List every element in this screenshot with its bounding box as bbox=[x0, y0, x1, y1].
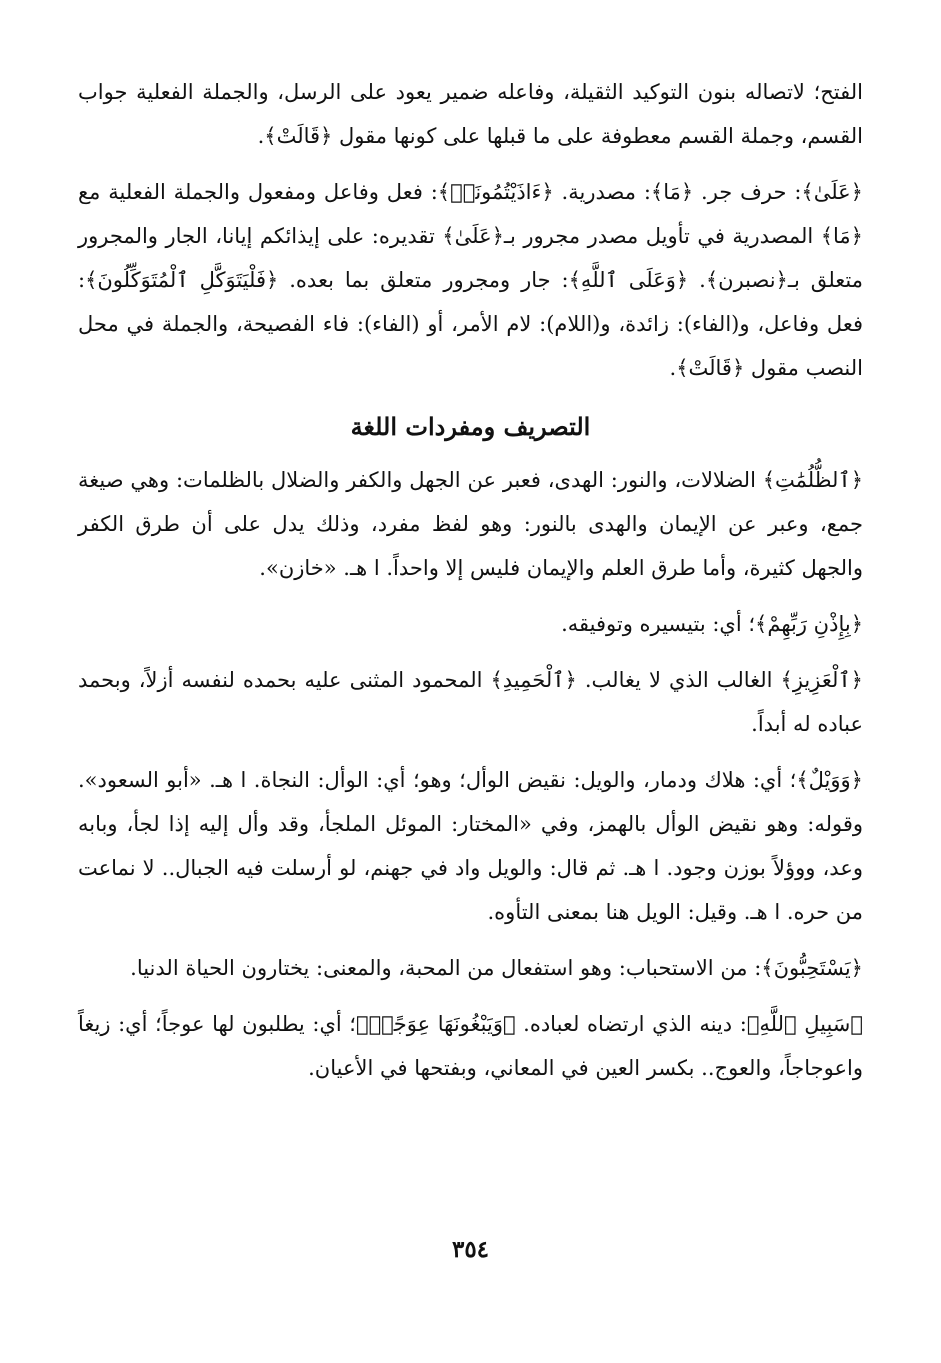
paragraph-yastahibbun: ﴿يَسْتَحِبُّونَ﴾: من الاستحباب: وهو استفعال من المحبة، والمعنى: يختارون الحياة الدنيا. bbox=[130, 956, 863, 980]
paragraph-bi-idhni: ﴿بِإِذْنِ رَبِّهِمْ﴾؛ أي: بتيسيره وتوفيقه. bbox=[561, 612, 863, 636]
page-number: ٣٥٤ bbox=[451, 1236, 490, 1263]
paragraph-wayl: ﴿وَوَيْلٌ﴾؛ أي: هلاك ودمار، والويل: نقيض الوأل؛ وهو؛ أي: الوأل: النجاة. ا هـ. «أبو السعود». وقوله: وهو نقيض الوأل بالهمز، وفي «المختار: الموئل الملجأ، وقد وأل إليه إذا لجأ، وبابه وعد، ووؤلاً بوزن وجود. ا هـ. ثم قال: والويل واد في جهنم، لو أرسلت فيه الجبال.. لا نماعت من حره. ا هـ. وقيل: الويل هنا بمعنى التأوه. bbox=[78, 768, 863, 924]
paragraph-aziz-hamid: ﴿ٱلْعَزِيزِ﴾ الغالب الذي لا يغالب. ﴿ٱلْحَمِيدِ﴾ المحمود المثنى عليه بحمده لنفسه أزلاً، وبحمد عباده له أبداً. bbox=[78, 668, 863, 736]
paragraph-grammar-1: الفتح؛ لاتصاله بنون التوكيد الثقيلة، وفاعله ضمير يعود على الرسل، والجملة الفعلية جواب القسم، وجملة القسم معطوفة على ما قبلها على كونها مقول ﴿قَالَتْ﴾. bbox=[78, 80, 863, 148]
paragraph-zulumat: ﴿ٱلظُّلُمَٰتِ﴾ الضلالات، والنور: الهدى، فعبر عن الجهل والكفر والضلال بالظلمات: وهي صيغة جمع، وعبر عن الإيمان والهدى بالنور: وهو لفظ مفرد، وذلك يدل على أن طرق الكفر والجهل كثيرة، وأما طرق العلم والإيمان فليس إلا واحداً. ا هـ. «خازن». bbox=[78, 468, 863, 580]
section-heading: التصريف ومفردات اللغة bbox=[350, 412, 591, 441]
paragraph-sabil: ﴿سَبِيلِ ٱللَّهِ﴾: دينه الذي ارتضاه لعباده. ﴿وَيَبْغُونَهَا عِوَجًاۚ﴾؛ أي: يطلبون لها عوجاً؛ أي: زيغاً واعوجاجاً، والعوج.. بكسر العين في المعاني، وبفتحها في الأعيان. bbox=[78, 1012, 863, 1080]
paragraph-grammar-2: ﴿عَلَىٰ﴾: حرف جر. ﴿مَا﴾: مصدرية. ﴿ءَاذَيْتُمُونَاۚ﴾: فعل وفاعل ومفعول والجملة الفعلية مع ﴿مَا﴾ المصدرية في تأويل مصدر مجرور بـ﴿عَلَىٰ﴾ تقديره: على إيذائكم إيانا، الجار والمجرور متعلق بـ﴿نصبرن﴾. ﴿وَعَلَى ٱللَّهِ﴾: جار ومجرور متعلق بما بعده. ﴿فَلْيَتَوَكَّلِ ٱلْمُتَوَكِّلُونَ﴾: فعل وفاعل، و(الفاء): زائدة، و(اللام): لام الأمر، أو (الفاء): فاء الفصيحة، والجملة في محل النصب مقول ﴿قَالَتْ﴾. bbox=[78, 180, 863, 380]
